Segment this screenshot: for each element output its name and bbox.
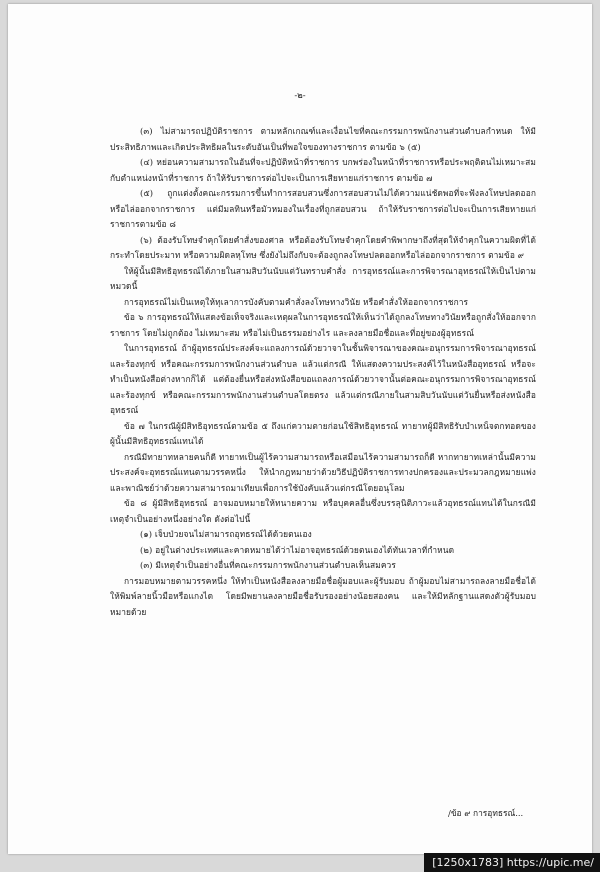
no-stay-paragraph: การอุทธรณ์ไม่เป็นเหตุให้ทุเลาการบังคับตามคำสั่งลงโทษทางวินัย หรือคำสั่งให้ออกจากราชการ	[124, 296, 469, 307]
reason-item: (๓) มีเหตุจำเป็นอย่างอื่นที่คณะกรรมการพนักงานส่วนตำบลเห็นสมควร	[140, 560, 396, 570]
list-item: (๔) หย่อนความสามารถในอันที่จะปฏิบัติหน้าที่ราชการ บกพร่องในหน้าที่ราชการหรือประพฤติตนไม่เหมาะสมกับตำแหน่งหน้าที่ราชการ ถ้าให้รับราชการต่อไปจะเป็นการเสียหายแก่ราชการ ตามข้อ ๗	[110, 157, 536, 183]
clause-7-paragraph: ข้อ ๗ ในกรณีผู้มีสิทธิอุทธรณ์ตามข้อ ๕ ถึงแก่ความตายก่อนใช้สิทธิอุทธรณ์ ทายาทผู้มีสิทธิรับบำเหน็จตกทอดของผู้นั้นมีสิทธิอุทธรณ์แทนได้	[110, 420, 536, 446]
source-watermark: [1250x1783] https://upic.me/	[424, 853, 600, 872]
appeal-right-paragraph: ให้ผู้นั้นมีสิทธิอุทธรณ์ได้ภายในสามสิบวันนับแต่วันทราบคำสั่ง การอุทธรณ์และการพิจารณาอุทธรณ์ให้เป็นไปตามหมวดนี้	[110, 265, 536, 291]
heirs-paragraph: กรณีมีทายาทหลายคนก็ดี ทายาทเป็นผู้ไร้ความสามารถหรือเสมือนไร้ความสามารถก็ดี หากทายาทเหล่านั้นมีความประสงค์จะอุทธรณ์แทนตามวรรคหนึ่ง ให้นำกฎหมายว่าด้วยวิธีปฏิบัติราชการทางปกครองและประมวลกฎหมายแพ่งและพาณิชย์ว่าด้วยความสามารถมาเทียบเพื่อการใช้บังคับแล้วแต่กรณีโดยอนุโลม	[110, 451, 536, 493]
clause-8-paragraph: ข้อ ๘ ผู้มีสิทธิอุทธรณ์ อาจมอบหมายให้ทนายความ หรือบุคคลอื่นซึ่งบรรลุนิติภาวะแล้วอุทธรณ์แทนได้ในกรณีมีเหตุจำเป็นอย่างหนึ่งอย่างใด ดังต่อไปนี้	[110, 498, 536, 524]
list-item: (๖) ต้องรับโทษจำคุกโดยคำสั่งของศาล หรือต้องรับโทษจำคุกโดยคำพิพากษาถึงที่สุดให้จำคุกในความผิดที่ได้กระทำโดยประมาท หรือความผิดลหุโทษ ซึ่งยังไม่ถึงกับจะต้องถูกลงโทษปลดออกหรือไล่ออกจากราชการ ตามข้อ ๙	[110, 234, 536, 260]
clause-6-paragraph: ข้อ ๖ การอุทธรณ์ให้แสดงข้อเท็จจริงและเหตุผลในการอุทธรณ์ให้เห็นว่าได้ถูกลงโทษทางวินัยหรือถูกสั่งให้ออกจากราชการ โดยไม่ถูกต้อง ไม่เหมาะสม หรือไม่เป็นธรรมอย่างไร และลงลายมือชื่อและที่อยู่ของผู้อุทธรณ์	[110, 312, 536, 338]
document-body	[110, 124, 536, 620]
delegation-paragraph: การมอบหมายตามวรรคหนึ่ง ให้ทำเป็นหนังสือลงลายมือชื่อผู้มอบและผู้รับมอบ ถ้าผู้มอบไม่สามารถลงลายมือชื่อได้ ให้พิมพ์ลายนิ้วมือหรือแกงได โดยมีพยานลงลายมือชื่อรับรองอย่างน้อยสองคน และให้มีหลักฐานแสดงตัวผู้รับมอบหมายด้วย	[110, 575, 536, 617]
reason-item: (๒) อยู่ในต่างประเทศและคาดหมายได้ว่าไม่อาจอุทธรณ์ด้วยตนเองได้ทันเวลาที่กำหนด	[140, 544, 455, 555]
page-number: -๒-	[294, 91, 306, 101]
reason-item: (๑) เจ็บป่วยจนไม่สามารถอุทธรณ์ได้ด้วยตนเอง	[140, 529, 312, 539]
document-page	[8, 4, 592, 854]
list-item: (๕) ถูกแต่งตั้งคณะกรรมการขึ้นทำการสอบสวนซึ่งการสอบสวนไม่ได้ความแน่ชัดพอที่จะฟังลงโทษปลดออกหรือไล่ออกจากราชการ แต่มีมลทินหรือมัวหมองในเรื่องที่ถูกสอบสวน ถ้าให้รับราชการต่อไปจะเป็นการเสียหายแก่ราชการตามข้อ ๘	[110, 188, 536, 229]
oral-statement-paragraph: ในการอุทธรณ์ ถ้าผู้อุทธรณ์ประสงค์จะแถลงการณ์ด้วยวาจาในชั้นพิจารณาของคณะอนุกรรมการพิจารณาอุทธรณ์และร้องทุกข์ หรือคณะกรรมการพนักงานส่วนตำบล แล้วแต่กรณี ให้แสดงความประสงค์ไว้ในหนังสืออุทธรณ์ หรือจะทำเป็นหนังสือต่างหากก็ได้ แต่ต้องยื่นหรือส่งหนังสือขอแถลงการณ์ด้วยวาจานั้นต่อคณะอนุกรรมการพิจารณาอุทธรณ์และร้องทุกข์ หรือคณะกรรมการพนักงานส่วนตำบลโดยตรง แล้วแต่กรณีภายในสามสิบวันนับแต่วันยื่นหรือส่งหนังสืออุทธรณ์	[110, 343, 536, 415]
list-item: (๓) ไม่สามารถปฏิบัติราชการ ตามหลักเกณฑ์และเงื่อนไขที่คณะกรรมการพนักงานส่วนตำบลกำหนด ให้มีประสิทธิภาพและเกิดประสิทธิผลในระดับอันเป็นที่พอใจของทางราชการ ตามข้อ ๖ (๕)	[110, 126, 536, 152]
continuation-reference: /ข้อ ๙ การอุทธรณ์...	[448, 808, 524, 818]
